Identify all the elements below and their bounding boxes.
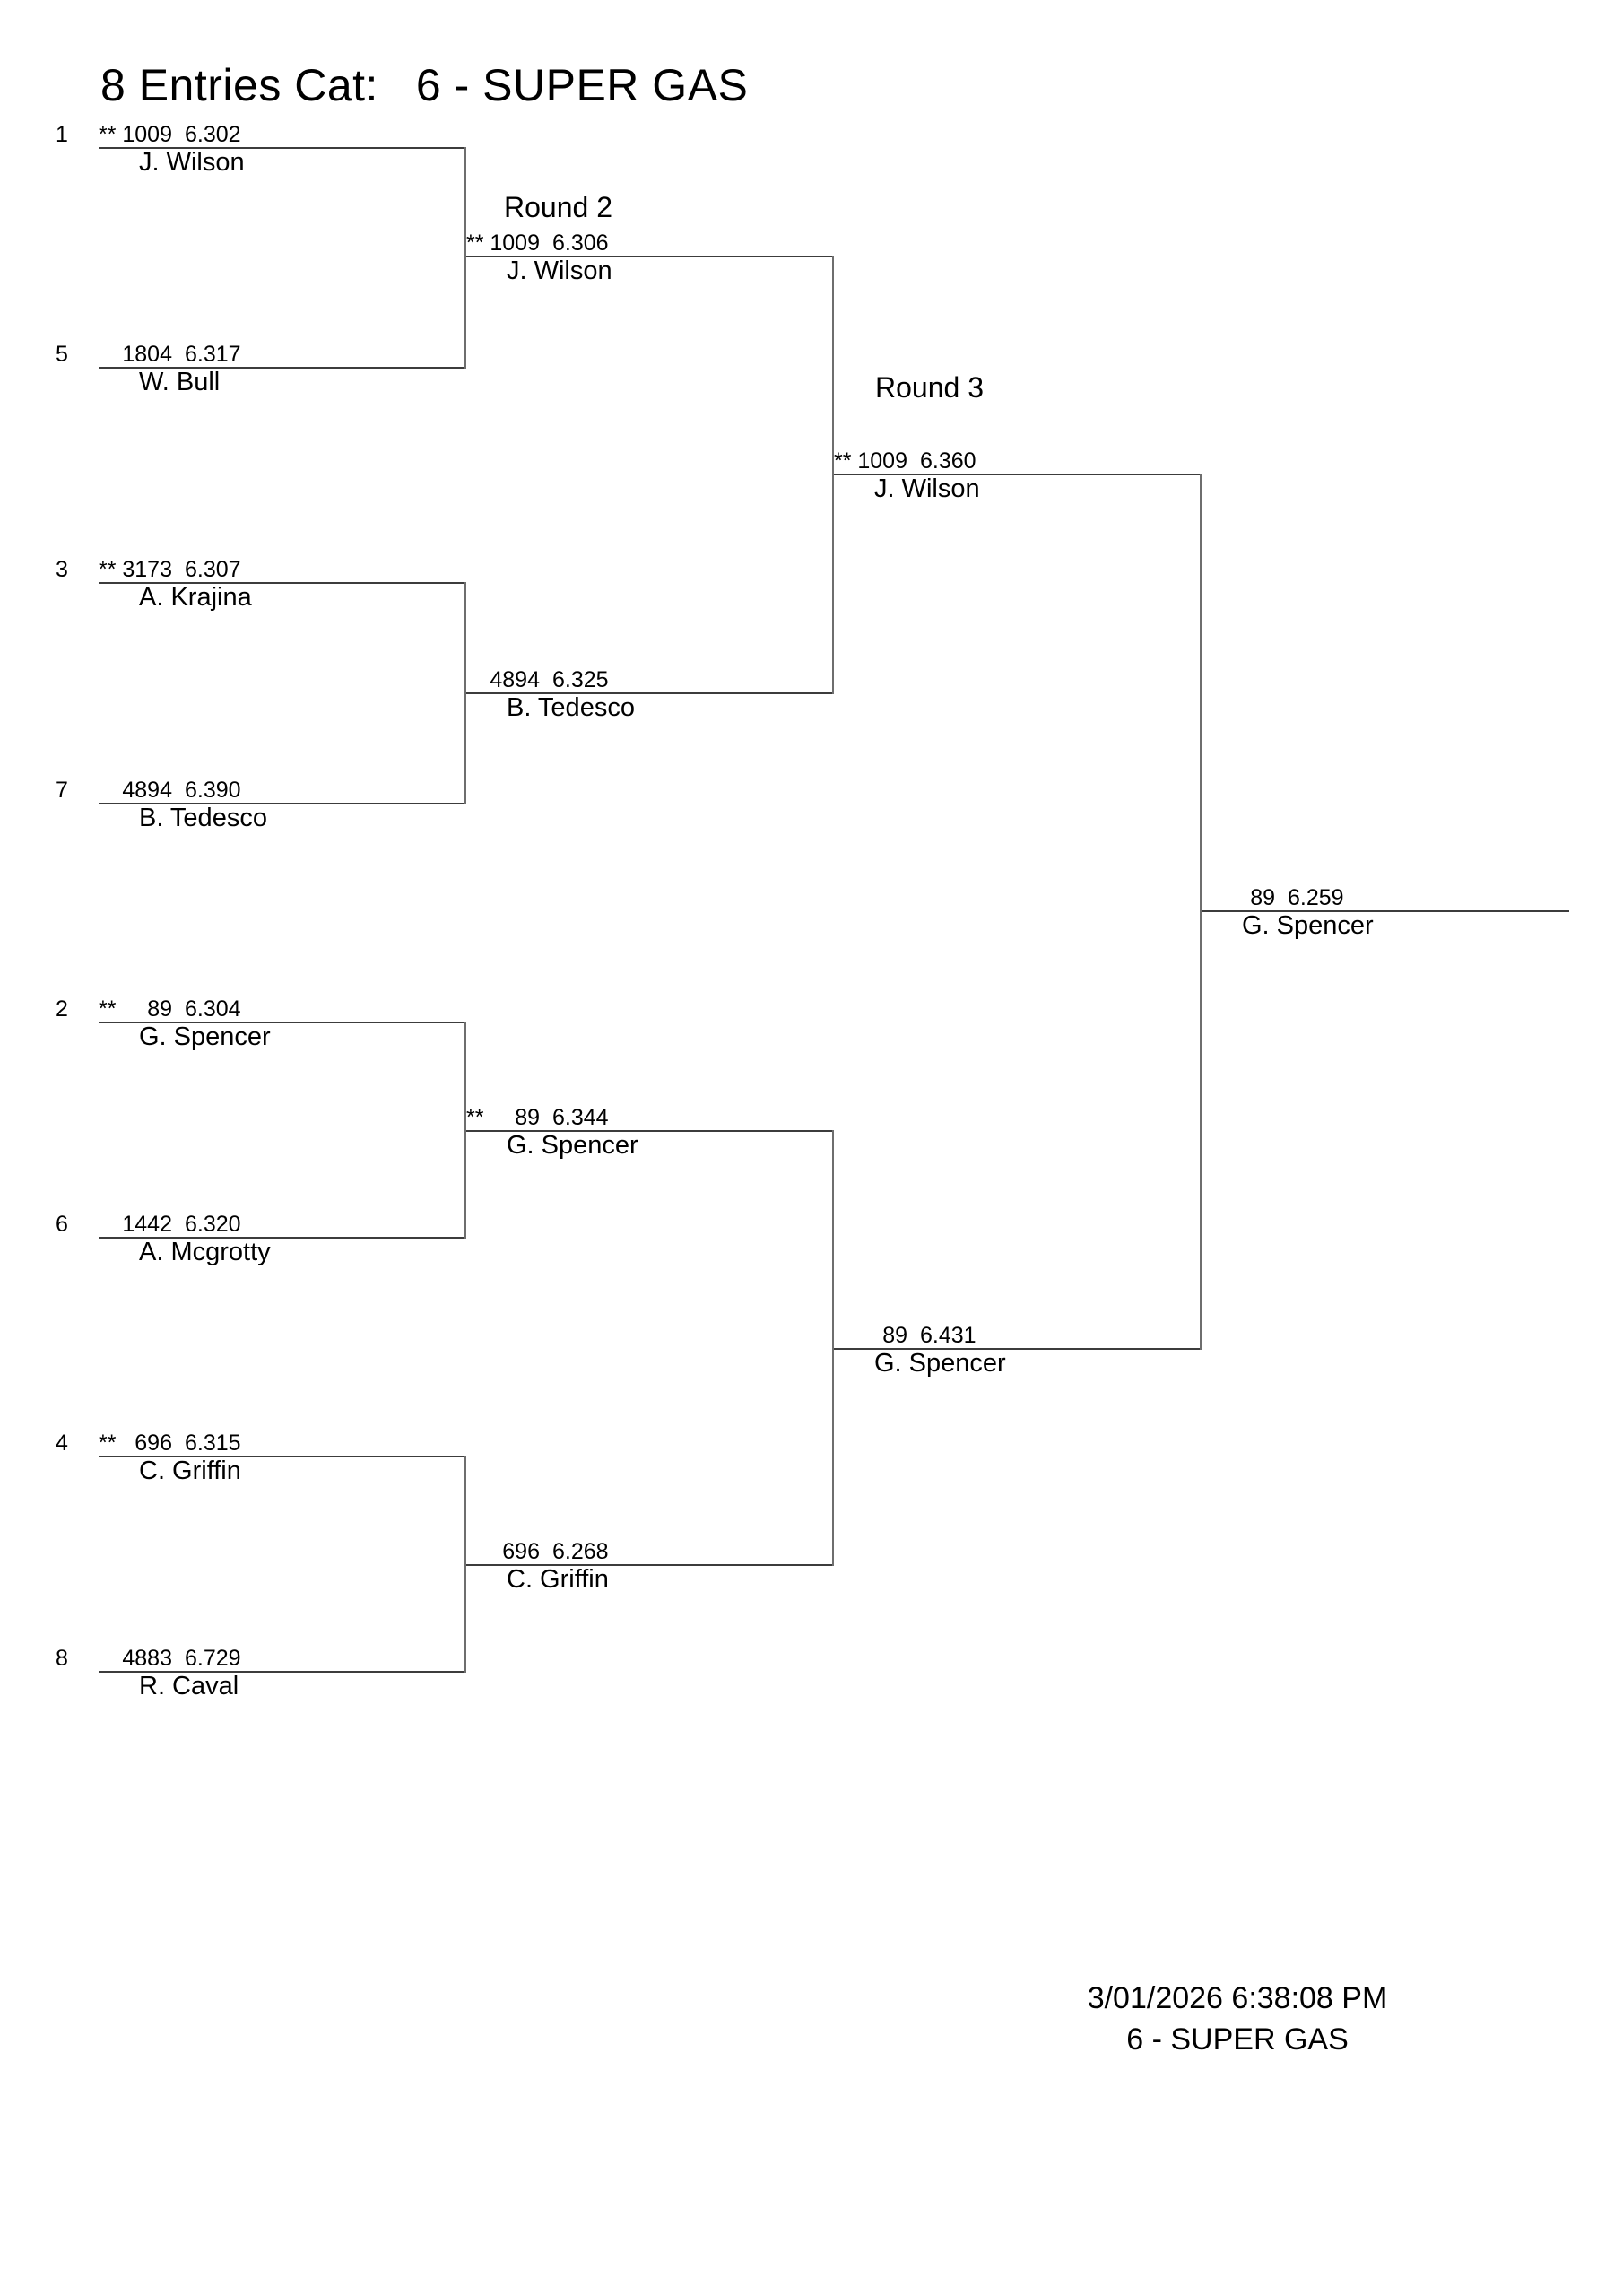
elapsed-time: 6.360 bbox=[920, 448, 976, 474]
elapsed-time: 6.390 bbox=[185, 778, 241, 803]
car-number: 89 bbox=[1250, 885, 1275, 910]
elapsed-time: 6.268 bbox=[552, 1539, 609, 1564]
entry-row bbox=[466, 231, 717, 255]
winner-mark: ** bbox=[834, 448, 852, 474]
car-number: 89 bbox=[515, 1105, 540, 1130]
seed-number: 7 bbox=[56, 778, 68, 803]
footer-category: 6 - SUPER GAS bbox=[1126, 2022, 1349, 2057]
car-number: 4894 bbox=[122, 778, 172, 803]
winner-mark: ** bbox=[99, 557, 117, 582]
entry-row bbox=[466, 1106, 717, 1129]
entry-row bbox=[99, 123, 350, 146]
car-number: 696 bbox=[135, 1431, 172, 1456]
report-footer bbox=[968, 1978, 1506, 2060]
car-number: 4883 bbox=[122, 1646, 172, 1671]
car-number: 89 bbox=[882, 1323, 907, 1348]
driver-name: C. Griffin bbox=[139, 1457, 241, 1485]
seed-number: 6 bbox=[56, 1212, 68, 1237]
winner-mark: ** bbox=[466, 230, 484, 256]
entry-row bbox=[1202, 886, 1453, 909]
driver-name: G. Spencer bbox=[1242, 911, 1374, 940]
driver-name: G. Spencer bbox=[139, 1022, 271, 1051]
elapsed-time: 6.306 bbox=[552, 230, 609, 256]
driver-name: C. Griffin bbox=[507, 1565, 609, 1594]
page-title bbox=[100, 60, 749, 110]
entry-row bbox=[834, 449, 1085, 473]
car-number: 1009 bbox=[122, 122, 172, 147]
car-number: 3173 bbox=[122, 557, 172, 582]
elapsed-time: 6.307 bbox=[185, 557, 241, 582]
elapsed-time: 6.259 bbox=[1288, 885, 1344, 910]
entry-row bbox=[99, 1647, 350, 1670]
connector-line bbox=[464, 147, 466, 369]
car-number: 1009 bbox=[857, 448, 907, 474]
driver-name: J. Wilson bbox=[139, 148, 245, 177]
seed-number: 2 bbox=[56, 996, 68, 1022]
driver-name: W. Bull bbox=[139, 368, 221, 396]
car-number: 1442 bbox=[122, 1212, 172, 1237]
car-number: 696 bbox=[502, 1539, 540, 1564]
driver-name: G. Spencer bbox=[874, 1349, 1006, 1378]
car-number: 1804 bbox=[122, 342, 172, 367]
elapsed-time: 6.344 bbox=[552, 1105, 609, 1130]
seed-number: 5 bbox=[56, 342, 68, 367]
driver-name: A. Mcgrotty bbox=[139, 1238, 271, 1266]
entry-row bbox=[99, 343, 350, 366]
entry-row bbox=[99, 558, 350, 581]
driver-name: J. Wilson bbox=[874, 474, 980, 503]
elapsed-time: 6.304 bbox=[185, 996, 241, 1022]
entry-row bbox=[99, 997, 350, 1021]
entry-row bbox=[99, 1431, 350, 1455]
round-label: Round 2 bbox=[504, 191, 612, 223]
driver-name: B. Tedesco bbox=[139, 804, 267, 832]
driver-name: G. Spencer bbox=[507, 1131, 638, 1160]
entry-row bbox=[466, 668, 717, 691]
elapsed-time: 6.431 bbox=[920, 1323, 976, 1348]
elapsed-time: 6.315 bbox=[185, 1431, 241, 1456]
driver-name: A. Krajina bbox=[139, 583, 252, 612]
entry-row bbox=[466, 1540, 717, 1563]
elapsed-time: 6.320 bbox=[185, 1212, 241, 1237]
winner-mark: ** bbox=[99, 122, 117, 147]
elapsed-time: 6.729 bbox=[185, 1646, 241, 1671]
elapsed-time: 6.317 bbox=[185, 342, 241, 367]
entry-row bbox=[99, 1213, 350, 1236]
seed-number: 8 bbox=[56, 1646, 68, 1671]
car-number: 1009 bbox=[490, 230, 540, 256]
seed-number: 3 bbox=[56, 557, 68, 582]
car-number: 89 bbox=[147, 996, 172, 1022]
winner-mark: ** bbox=[466, 1105, 484, 1130]
elapsed-time: 6.325 bbox=[552, 667, 609, 692]
entry-row bbox=[99, 778, 350, 802]
footer-timestamp: 3/01/2026 6:38:08 PM bbox=[1087, 1981, 1388, 2015]
seed-number: 1 bbox=[56, 122, 68, 147]
elapsed-time: 6.302 bbox=[185, 122, 241, 147]
winner-mark: ** bbox=[99, 1431, 117, 1456]
entry-row bbox=[834, 1324, 1085, 1347]
driver-name: R. Caval bbox=[139, 1672, 239, 1700]
car-number: 4894 bbox=[490, 667, 540, 692]
winner-mark: ** bbox=[99, 996, 117, 1022]
round-label: Round 3 bbox=[875, 371, 984, 404]
seed-number: 4 bbox=[56, 1431, 68, 1456]
driver-name: J. Wilson bbox=[507, 257, 612, 285]
driver-name: B. Tedesco bbox=[507, 693, 635, 722]
page-title-category: 6 - SUPER GAS bbox=[415, 60, 749, 110]
page-title-prefix: 8 Entries Cat: bbox=[100, 60, 378, 110]
